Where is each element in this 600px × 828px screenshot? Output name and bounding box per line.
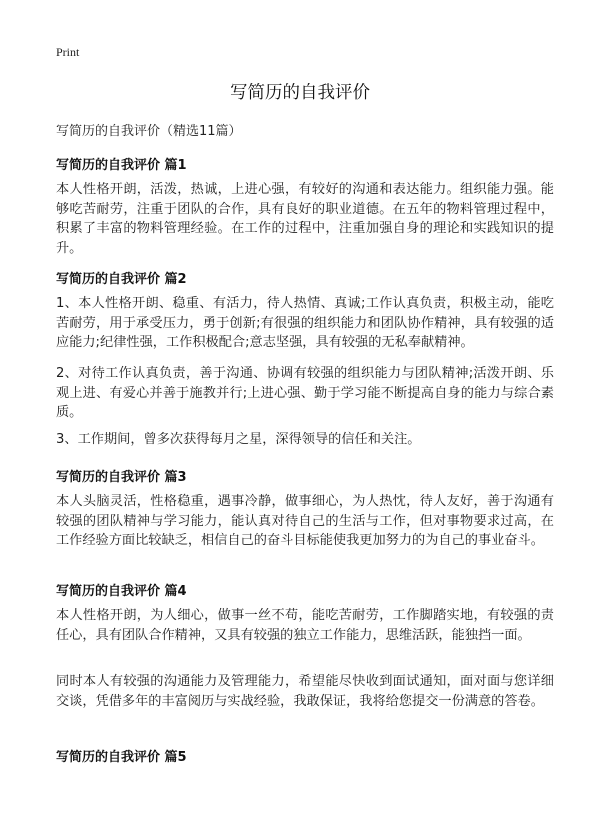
section-heading-2: 写简历的自我评价 篇2 [56,272,187,287]
section-heading-4: 写简历的自我评价 篇4 [56,584,187,599]
section-heading-5: 写简历的自我评价 篇5 [56,750,187,765]
page-title: 写简历的自我评价 [230,83,370,103]
section-2-paragraph-2: 2、对待工作认真负责，善于沟通、协调有较强的组织能力与团队精神;活泼开朗、乐观上进、有爱心并善于施教并行;上进心强、勤于学习能不断提高自身的能力与综合素质。 [56,366,554,420]
section-1-paragraph-1: 本人性格开朗，活泼，热诚，上进心强，有较好的沟通和表达能力。组织能力强。能够吃苦耐劳，注重于团队的合作，具有良好的职业道德。在五年的物料管理过程中，积累了丰富的物料管理经验。在工作的过程中，注重加强自身的理论和实践知识的提升。 [56,182,554,256]
section-heading-3: 写简历的自我评价 篇3 [56,470,187,485]
print-link[interactable]: Print [56,45,80,59]
section-3-paragraph-1: 本人头脑灵活，性格稳重，遇事冷静，做事细心，为人热忱，待人友好，善于沟通有较强的团队精神与学习能力，能认真对待自己的生活与工作，但对事物要求过高，在工作经验方面比较缺乏，相信自己的奋斗目标能使我更加努力的为自己的事业奋斗。 [56,494,554,548]
section-2-paragraph-1: 1、本人性格开朗、稳重、有活力，待人热情、真诚;工作认真负责，积极主动，能吃苦耐劳，用于承受压力，勇于创新;有很强的组织能力和团队协作精神，具有较强的适应能力;纪律性强，工作积极配合;意志坚强，具有较强的无私奉献精神。 [56,296,554,350]
section-heading-1: 写简历的自我评价 篇1 [56,158,187,173]
section-4-paragraph-2: 同时本人有较强的沟通能力及管理能力，希望能尽快收到面试通知，面对面与您详细交谈，凭借多年的丰富阅历与实战经验，我敢保证，我将给您提交一份满意的答卷。 [56,674,554,709]
document-subtitle: 写简历的自我评价（精选11篇） [56,124,242,139]
section-4-paragraph-1: 本人性格开朗，为人细心，做事一丝不苟，能吃苦耐劳，工作脚踏实地，有较强的责任心，具有团队合作精神，又具有较强的独立工作能力，思维活跃，能独挡一面。 [56,608,554,643]
section-2-paragraph-3: 3、工作期间，曾多次获得每月之星，深得领导的信任和关注。 [56,432,421,447]
